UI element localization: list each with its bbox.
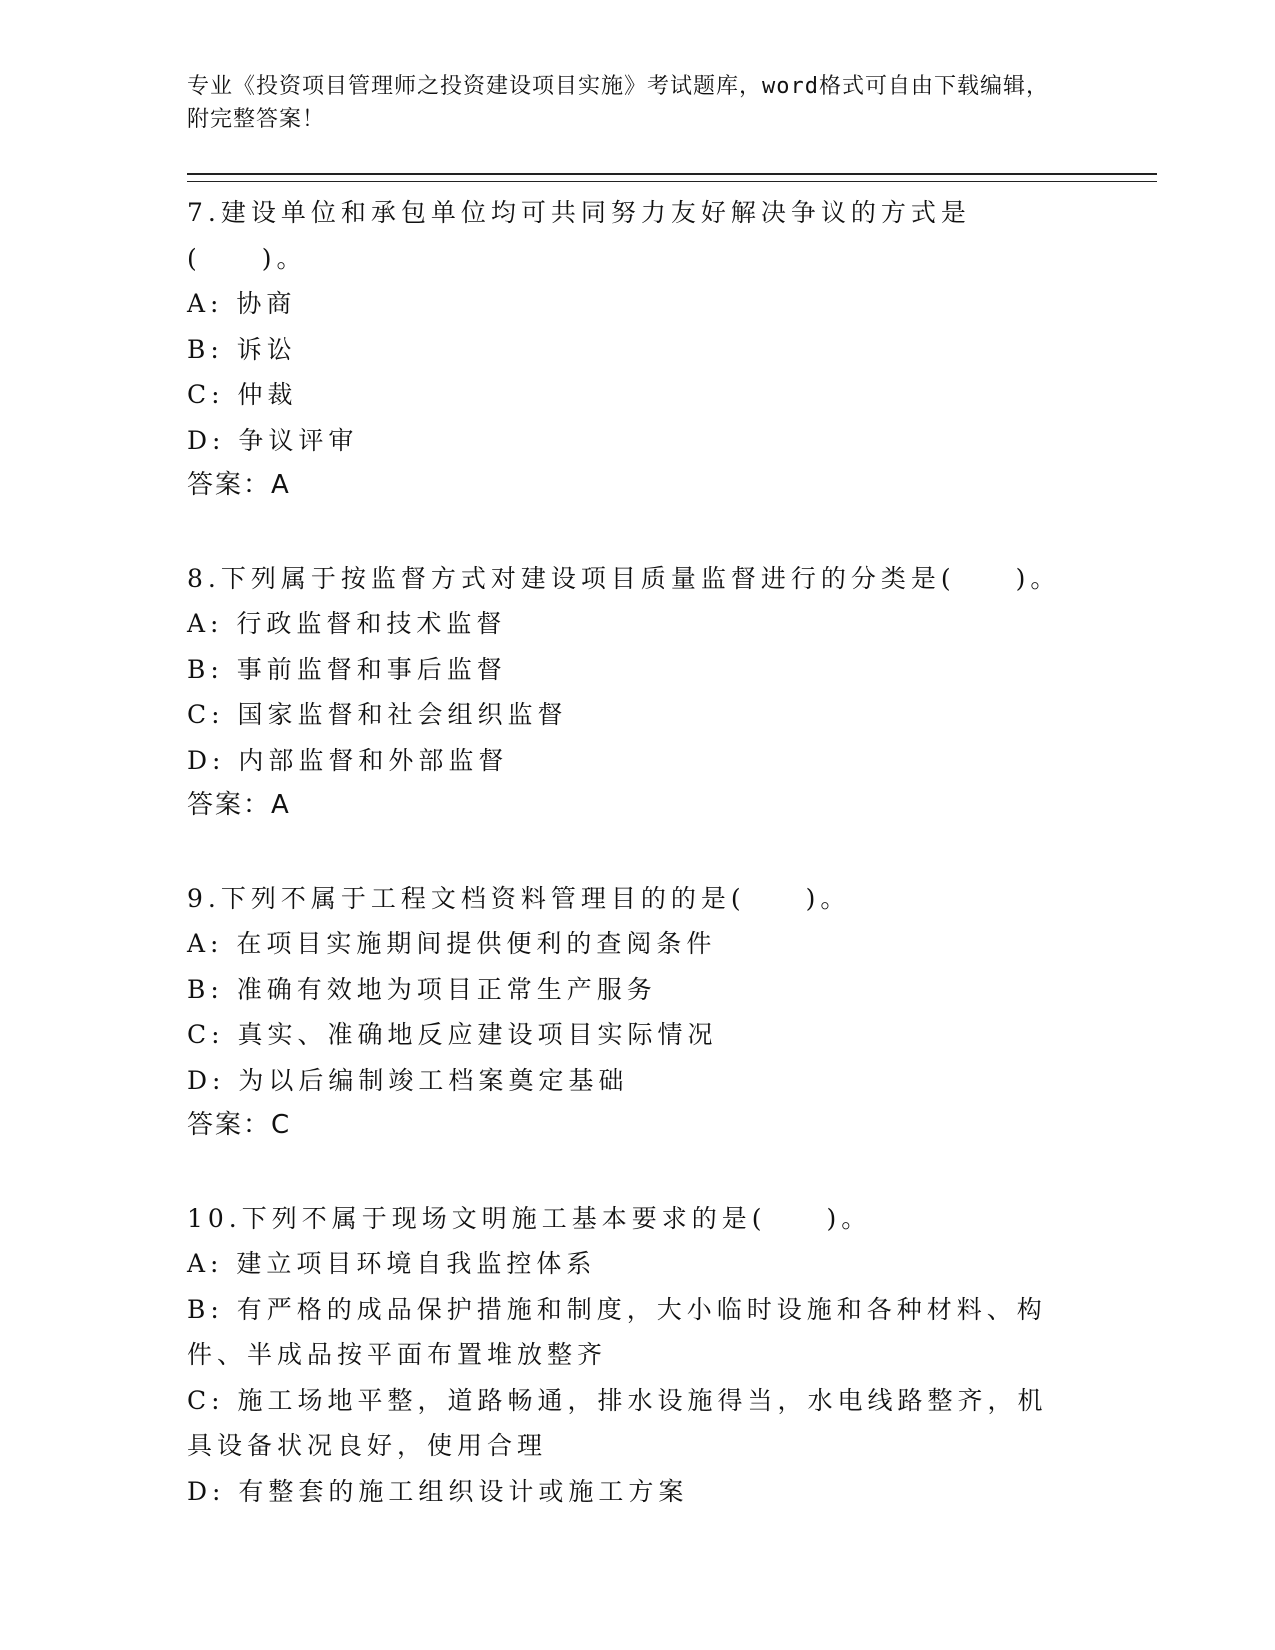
answer: 答案：C [187, 1110, 292, 1140]
document-intro: 专业《投资项目管理师之投资建设项目实施》考试题库，word格式可自由下载编辑，附完整答案！ [187, 74, 1049, 132]
question-stem: 9.下列不属于工程文档资料管理目的的是( )。 [187, 883, 851, 913]
question-10 [187, 1196, 1157, 1515]
option-d: D: 为以后编制竣工档案奠定基础 [187, 1065, 629, 1095]
question-stem: 7.建设单位和承包单位均可共同努力友好解决争议的方式是( )。 [187, 198, 971, 273]
option-b: B: 有严格的成品保护措施和制度，大小临时设施和各种材料、构件、半成品按平面布置堆放整齐 [187, 1294, 1047, 1369]
option-b: B: 准确有效地为项目正常生产服务 [187, 974, 657, 1004]
spacer [187, 829, 1157, 876]
spacer [187, 1149, 1157, 1196]
option-a: A: 协商 [187, 289, 297, 318]
document-page [187, 70, 1157, 1514]
question-8 [187, 556, 1157, 829]
option-b: B: 诉讼 [187, 334, 297, 364]
answer: 答案：A [187, 470, 291, 500]
option-c: C: 国家监督和社会组织监督 [187, 700, 568, 729]
option-c: C: 仲裁 [187, 380, 298, 409]
option-c: C: 施工场地平整，道路畅通，排水设施得当，水电线路整齐，机具设备状况良好，使用合理 [187, 1385, 1048, 1460]
option-c: C: 真实、准确地反应建设项目实际情况 [187, 1020, 718, 1049]
question-9 [187, 876, 1157, 1149]
question-7 [187, 190, 1157, 509]
spacer [187, 509, 1157, 556]
option-a: A: 建立项目环境自我监控体系 [187, 1249, 597, 1278]
header-divider [187, 173, 1157, 182]
option-d: D: 有整套的施工组织设计或施工方案 [187, 1476, 689, 1506]
option-a: A: 在项目实施期间提供便利的查阅条件 [187, 929, 717, 958]
option-d: D: 内部监督和外部监督 [187, 745, 509, 775]
option-b: B: 事前监督和事后监督 [187, 654, 507, 684]
option-a: A: 行政监督和技术监督 [187, 609, 507, 638]
question-stem: 10.下列不属于现场文明施工基本要求的是( )。 [187, 1203, 872, 1233]
question-stem: 8.下列属于按监督方式对建设项目质量监督进行的分类是( )。 [187, 563, 1061, 593]
answer: 答案：A [187, 790, 291, 820]
option-d: D: 争议评审 [187, 425, 359, 455]
